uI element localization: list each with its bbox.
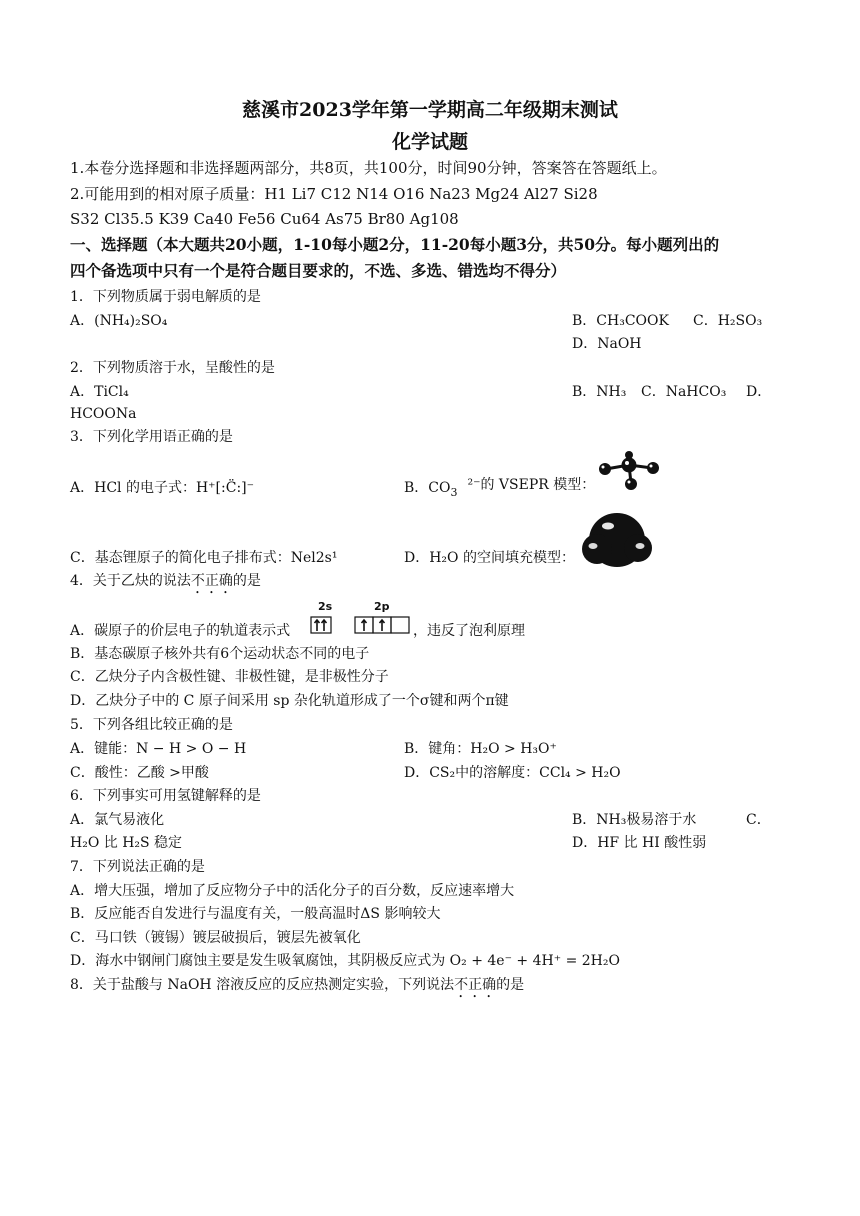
q4-stem-suffix: 的是: [232, 573, 261, 589]
q3-option-b: [404, 479, 595, 498]
q6-option-c: C．: [746, 812, 771, 828]
section-heading-line1: 一、选择题（本大题共20小题，1-10每小题2分，11-20每小题3分，共50分。每小题列出的: [70, 235, 720, 254]
q3-option-a: A．HCl 的电子式：H⁺[:C̈:]⁻: [70, 480, 255, 496]
q3-stem: 3．下列化学用语正确的是: [70, 429, 233, 445]
q7-option-c: C．马口铁（镀锡）镀层破损后，镀层先被氧化: [70, 930, 361, 946]
q6-stem: 6．下列事实可用氢键解释的是: [70, 788, 261, 804]
exam-title: 慈溪市2023学年第一学期高二年级期末测试: [242, 99, 618, 121]
q4-option-a-suffix: ，违反了泡利原理: [413, 623, 525, 639]
q6-option-d: D．HF 比 HI 酸性弱: [572, 835, 707, 851]
orbital-box-diagram-icon: [310, 600, 412, 638]
q8-stem-prefix: 8．关于盐酸与 NaOH 溶液反应的反应热测定实验，下列说法: [70, 977, 455, 993]
q2-stem: 2．下列物质溶于水，呈酸性的是: [70, 360, 275, 376]
q8-stem-emphasis: 不正确: [454, 977, 497, 993]
q6-option-b: B．NH₃极易溶于水: [572, 812, 697, 828]
q1-option-b: B．CH₃COOK: [572, 313, 669, 329]
q3-option-b-subscript: 3: [450, 486, 458, 499]
q7-stem: 7．下列说法正确的是: [70, 859, 205, 875]
q2-option-d-continued: HCOONa: [70, 406, 137, 422]
q3-option-c: C．基态锂原子的简化电子排布式：Nel2s¹: [70, 550, 338, 566]
q2-option-d: D．: [746, 384, 772, 400]
q8-stem: [70, 976, 524, 1001]
label-2s: 2s: [318, 600, 333, 613]
section-heading-line2: 四个备选项中只有一个是符合题目要求的，不选、多选、错选均不得分）: [70, 261, 567, 280]
trigonal-planar-ball-stick-icon: [596, 451, 664, 491]
q7-option-a: A．增大压强，增加了反应物分子中的活化分子的百分数，反应速率增大: [70, 883, 515, 899]
q2-option-b: B．NH₃: [572, 384, 627, 400]
q5-option-b: B．键角：H₂O > H₃O⁺: [404, 741, 557, 757]
q4-stem-prefix: 4．关于乙炔的说法: [70, 573, 191, 589]
q8-stem-suffix: 的是: [496, 977, 525, 993]
q3-option-d: D．H₂O 的空间填充模型：: [404, 550, 575, 566]
q4-option-a-text: A．碳原子的价层电子的轨道表示式: [70, 623, 291, 639]
note-2-line2: S32 Cl35.5 K39 Ca40 Fe56 Cu64 As75 Br80 Ag108: [70, 210, 459, 228]
water-space-filling-icon: [580, 510, 654, 570]
q5-option-a: A．键能：N − H > O − H: [70, 741, 247, 757]
q2-option-a: A．TiCl₄: [70, 384, 129, 400]
exam-subtitle: 化学试题: [391, 131, 468, 153]
q1-stem: 1．下列物质属于弱电解质的是: [70, 289, 261, 305]
q4-stem: [70, 572, 261, 597]
q3-option-b-prefix: B．CO: [404, 480, 451, 496]
q4-option-b: B．基态碳原子核外共有6个运动状态不同的电子: [70, 646, 370, 662]
orbital-boxes-icon: [310, 616, 412, 636]
q5-stem: 5．下列各组比较正确的是: [70, 717, 233, 733]
q1-option-d: D．NaOH: [572, 336, 642, 352]
note-1: 1.本卷分选择题和非选择题两部分，共8页，共100分，时间90分钟，答案答在答题纸上。: [70, 159, 667, 177]
q5-option-d: D．CS₂中的溶解度：CCl₄ > H₂O: [404, 765, 621, 781]
q7-option-b: B．反应能否自发进行与温度有关，一般高温时ΔS 影响较大: [70, 906, 441, 922]
q1-option-a: A．(NH₄)₂SO₄: [70, 313, 168, 329]
q6-option-a: A．氯气易液化: [70, 812, 165, 828]
q4-stem-emphasis: 不正确: [190, 573, 233, 589]
q1-option-c: C．H₂SO₃: [693, 313, 763, 329]
q7-option-d: D．海水中钢闸门腐蚀主要是发生吸氧腐蚀，其阴极反应式为 O₂ + 4e⁻ + 4H⁺ = 2H₂O: [70, 953, 620, 969]
q3-option-b-suffix: ²⁻的 VSEPR 模型：: [467, 477, 596, 493]
q4-option-d: D．乙炔分子中的 C 原子间采用 sp 杂化轨道形成了一个σ键和两个π键: [70, 693, 509, 709]
q5-option-c: C．酸性：乙酸 >甲酸: [70, 765, 209, 781]
q6-option-c-continued: H₂O 比 H₂S 稳定: [70, 835, 183, 851]
q4-option-c: C．乙炔分子内含极性键、非极性键，是非极性分子: [70, 669, 389, 685]
q2-option-c: C．NaHCO₃: [641, 384, 727, 400]
note-2-line1: 2.可能用到的相对原子质量：H1 Li7 C12 N14 O16 Na23 Mg24 Al27 Si28: [70, 185, 598, 203]
label-2p: 2p: [374, 600, 390, 613]
